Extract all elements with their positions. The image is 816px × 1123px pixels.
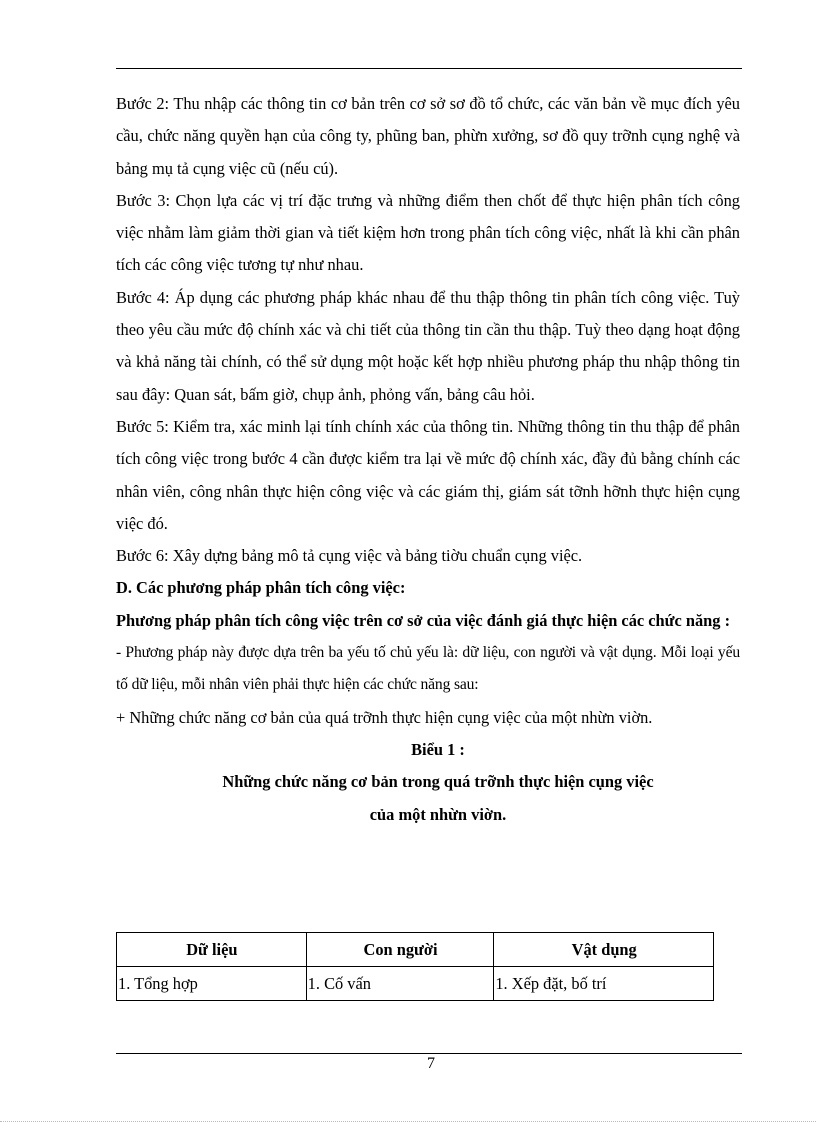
page-edge-dotted [0, 1121, 816, 1122]
document-body [116, 88, 740, 831]
caption-label: Biểu 1 : [411, 739, 465, 759]
sub-heading: Phương pháp phân tích công việc trên cơ sở của việc đánh giá thực hiện các chức năng : [116, 610, 731, 630]
table-cell: 1. Tổng hợp [117, 967, 307, 1001]
table-header-cell: Dữ liệu [117, 933, 307, 967]
functions-table [116, 932, 714, 1001]
table-header-row [117, 933, 714, 967]
page-number: 7 [427, 1055, 435, 1072]
table-row [117, 967, 714, 1001]
caption-line-2: của một nhừn viờn. [369, 804, 507, 824]
paragraph-step-2: Bước 2: Thu nhập các thông tin cơ bản trên cơ sở sơ đồ tổ chức, các văn bản về mục đích yêu cầu, chức năng quyền hạn của công ty, phũng ban, phừn xưởng, sơ đồ quy trỡnh cụng nghệ và bảng mụ tả cụng việc cũ (nếu cú). [116, 94, 740, 178]
dash-paragraph: - Phương pháp này được dựa trên ba yếu tố chủ yếu là: dữ liệu, con người và vật dụng. Mỗi loại yếu tố dữ liệu, mỗi nhân viên phải thực hiện các chức năng sau: [116, 644, 740, 694]
table-header-cell: Con người [306, 933, 494, 967]
table-cell: 1. Cố vấn [306, 967, 494, 1001]
table-header-cell: Vật dụng [494, 933, 714, 967]
plus-paragraph: + Những chức năng cơ bản của quá trỡnh thực hiện cụng việc của một nhừn viờn. [116, 707, 653, 727]
paragraph-step-3: Bước 3: Chọn lựa các vị trí đặc trưng và những điểm then chốt để thực hiện phân tích công việc nhằm làm giảm thời gian và tiết kiệm hơn trong phân tích công việc, nhất là khi cần phân tích các công việc tương tự như nhau. [116, 190, 740, 275]
table-cell: 1. Xếp đặt, bố trí [494, 967, 714, 1001]
caption-line-1: Những chức năng cơ bản trong quá trỡnh thực hiện cụng việc [222, 772, 654, 792]
header-rule [116, 68, 742, 69]
section-heading: D. Các phương pháp phân tích công việc: [116, 578, 406, 598]
paragraph-step-5: Bước 5: Kiểm tra, xác minh lại tính chính xác của thông tin. Những thông tin thu thập để phân tích công việc trong bước 4 cần được kiểm tra lại về mức độ chính xác, đầy đủ bằng chính các nhân viên, công nhân thực hiện công việc và các giám thị, giám sát tỡnh hỡnh thực hiện cụng việc đó. [116, 416, 740, 533]
footer-rule [116, 1053, 742, 1054]
paragraph-step-4: Bước 4: Áp dụng các phương pháp khác nhau để thu thập thông tin phân tích công việc. Tuỳ theo yêu cầu mức độ chính xác và chi tiết của thông tin cần thu thập. Tuỳ theo dạng hoạt động và khả năng tài chính, có thể sử dụng một hoặc kết hợp nhiều phương pháp thu nhập thông tin sau đây: Quan sát, bấm giờ, chụp ảnh, phỏng vấn, bảng câu hỏi. [116, 287, 740, 404]
paragraph-step-6: Bước 6: Xây dựng bảng mô tả cụng việc và bảng tiờu chuẩn cụng việc. [116, 546, 583, 566]
